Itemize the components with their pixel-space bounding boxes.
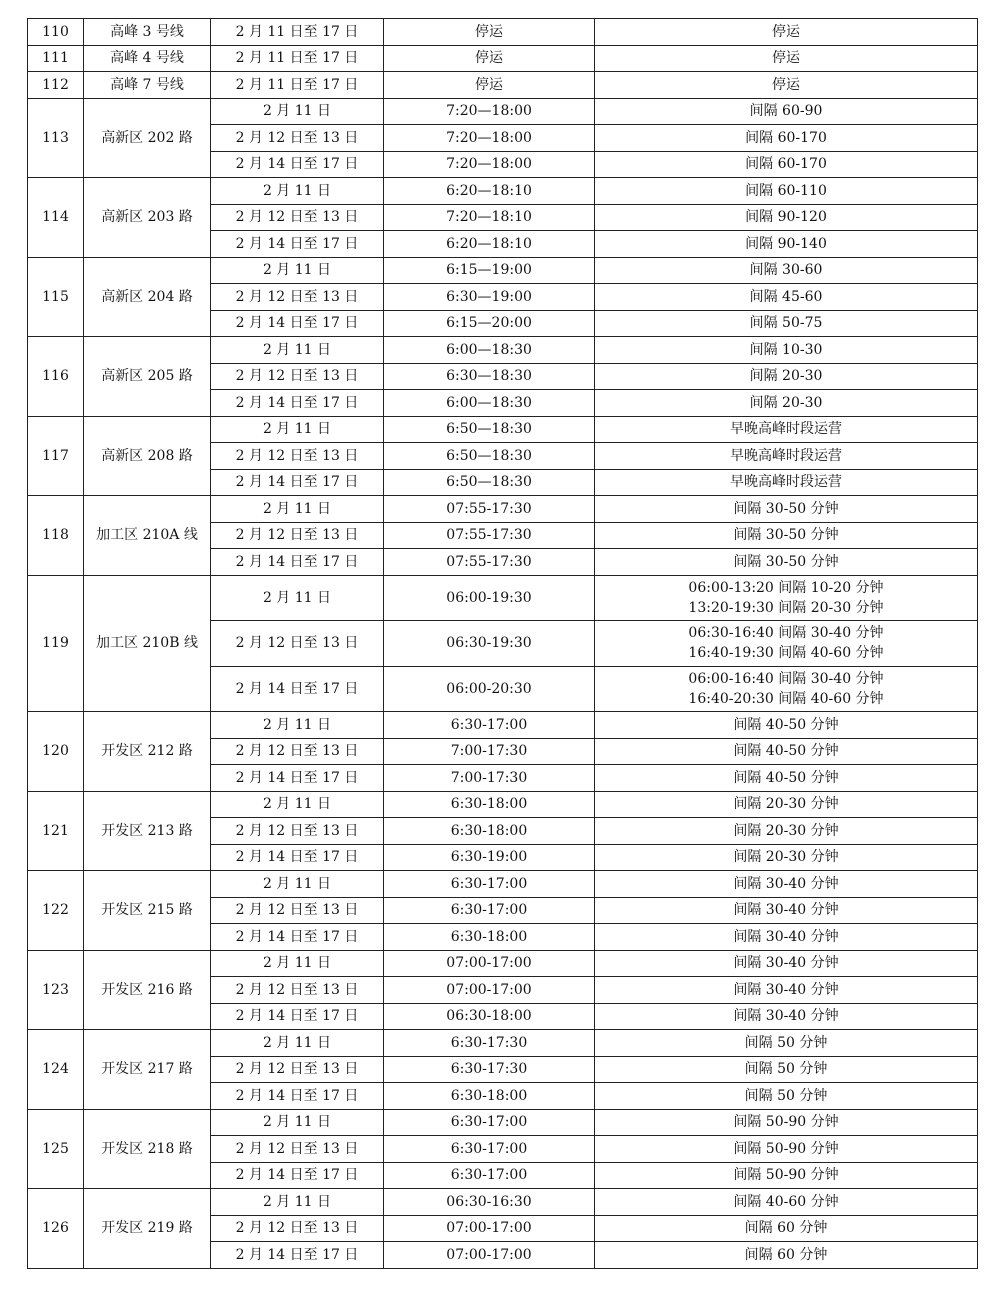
route-number-cell: 113 <box>28 98 84 178</box>
date-range-cell: 2 月 12 日至 13 日 <box>211 1056 384 1083</box>
interval-cell <box>595 151 978 178</box>
interval-line: 间隔 90-140 <box>745 235 827 252</box>
date-range-cell: 2 月 14 日至 17 日 <box>211 390 384 417</box>
interval-cell <box>595 897 978 924</box>
route-name-cell: 开发区 212 路 <box>84 712 211 792</box>
service-hours-cell: 6:30-17:00 <box>384 712 595 739</box>
interval-cell <box>595 469 978 496</box>
interval-line: 停运 <box>772 50 800 67</box>
date-range-cell: 2 月 11 日 <box>211 496 384 523</box>
interval-cell <box>595 950 978 977</box>
interval-line: 间隔 50-90 分钟 <box>733 1114 839 1131</box>
interval-line: 间隔 30-60 <box>749 262 823 279</box>
date-range-cell: 2 月 11 日 <box>211 791 384 818</box>
service-hours-cell: 06:30-18:00 <box>384 1003 595 1030</box>
interval-cell <box>595 977 978 1004</box>
route-number-cell: 118 <box>28 496 84 576</box>
interval-cell <box>595 818 978 845</box>
date-range-cell: 2 月 12 日至 13 日 <box>211 621 384 667</box>
date-range-cell: 2 月 14 日至 17 日 <box>211 1003 384 1030</box>
service-hours-cell: 7:20—18:10 <box>384 204 595 231</box>
service-hours-cell: 6:50—18:30 <box>384 416 595 443</box>
date-range-cell: 2 月 12 日至 13 日 <box>211 284 384 311</box>
route-number-cell: 112 <box>28 72 84 99</box>
interval-cell <box>595 337 978 364</box>
date-range-cell: 2 月 11 日 <box>211 950 384 977</box>
interval-cell <box>595 871 978 898</box>
route-number-cell: 116 <box>28 337 84 417</box>
service-hours-cell: 6:00—18:30 <box>384 390 595 417</box>
date-range-cell: 2 月 11 日 <box>211 337 384 364</box>
interval-line: 间隔 10-30 <box>749 341 823 358</box>
interval-line: 16:40-19:30 间隔 40-60 分钟 <box>688 645 884 662</box>
table-row <box>28 45 978 72</box>
date-range-cell: 2 月 12 日至 13 日 <box>211 1215 384 1242</box>
interval-cell <box>595 1215 978 1242</box>
interval-cell <box>595 1242 978 1269</box>
service-hours-cell: 停运 <box>384 45 595 72</box>
service-hours-cell: 6:30-17:00 <box>384 1162 595 1189</box>
route-name-cell: 开发区 217 路 <box>84 1030 211 1110</box>
interval-line: 间隔 60 分钟 <box>744 1246 828 1263</box>
interval-line: 间隔 50 分钟 <box>744 1061 828 1078</box>
interval-line: 间隔 30-40 分钟 <box>733 928 839 945</box>
bus-schedule-table <box>27 18 978 1269</box>
service-hours-cell: 7:20—18:00 <box>384 151 595 178</box>
interval-line: 间隔 50 分钟 <box>744 1087 828 1104</box>
service-hours-cell: 07:55-17:30 <box>384 496 595 523</box>
date-range-cell: 2 月 12 日至 13 日 <box>211 1136 384 1163</box>
interval-line: 间隔 30-40 分钟 <box>733 1008 839 1025</box>
service-hours-cell: 6:30-17:00 <box>384 871 595 898</box>
route-name-cell: 开发区 216 路 <box>84 950 211 1030</box>
route-number-cell: 120 <box>28 712 84 792</box>
route-number-cell: 125 <box>28 1109 84 1189</box>
interval-line: 间隔 30-40 分钟 <box>733 981 839 998</box>
service-hours-cell: 6:00—18:30 <box>384 337 595 364</box>
interval-line: 间隔 60-170 <box>745 156 827 173</box>
interval-cell <box>595 1030 978 1057</box>
date-range-cell: 2 月 12 日至 13 日 <box>211 125 384 152</box>
service-hours-cell: 6:30-17:00 <box>384 1136 595 1163</box>
route-name-cell: 高新区 203 路 <box>84 178 211 258</box>
route-number-cell: 121 <box>28 791 84 871</box>
table-row <box>28 791 978 818</box>
service-hours-cell: 06:00-19:30 <box>384 575 595 621</box>
interval-line: 间隔 40-60 分钟 <box>733 1193 839 1210</box>
interval-cell <box>595 1083 978 1110</box>
service-hours-cell: 7:20—18:00 <box>384 98 595 125</box>
table-row <box>28 1109 978 1136</box>
date-range-cell: 2 月 11 日 <box>211 416 384 443</box>
service-hours-cell: 6:30-19:00 <box>384 844 595 871</box>
service-hours-cell: 6:50—18:30 <box>384 469 595 496</box>
route-name-cell: 高新区 205 路 <box>84 337 211 417</box>
date-range-cell: 2 月 14 日至 17 日 <box>211 1242 384 1269</box>
interval-cell <box>595 72 978 99</box>
interval-cell <box>595 1162 978 1189</box>
date-range-cell: 2 月 11 日 <box>211 712 384 739</box>
interval-line: 间隔 50-90 分钟 <box>733 1140 839 1157</box>
route-number-cell: 126 <box>28 1189 84 1269</box>
interval-line: 间隔 60 分钟 <box>744 1220 828 1237</box>
interval-cell <box>595 390 978 417</box>
interval-line: 06:30-16:40 间隔 30-40 分钟 <box>688 625 884 642</box>
interval-cell <box>595 1056 978 1083</box>
date-range-cell: 2 月 14 日至 17 日 <box>211 310 384 337</box>
interval-line: 间隔 50-90 分钟 <box>733 1167 839 1184</box>
route-name-cell: 高峰 3 号线 <box>84 19 211 46</box>
interval-line: 间隔 30-40 分钟 <box>733 875 839 892</box>
date-range-cell: 2 月 12 日至 13 日 <box>211 897 384 924</box>
date-range-cell: 2 月 14 日至 17 日 <box>211 469 384 496</box>
interval-line: 间隔 30-40 分钟 <box>733 902 839 919</box>
interval-cell <box>595 310 978 337</box>
date-range-cell: 2 月 11 日 <box>211 98 384 125</box>
interval-cell <box>595 125 978 152</box>
table-row <box>28 98 978 125</box>
route-name-cell: 开发区 215 路 <box>84 871 211 951</box>
service-hours-cell: 06:30-19:30 <box>384 621 595 667</box>
interval-cell <box>595 712 978 739</box>
date-range-cell: 2 月 12 日至 13 日 <box>211 738 384 765</box>
interval-line: 间隔 20-30 分钟 <box>733 796 839 813</box>
route-number-cell: 122 <box>28 871 84 951</box>
interval-cell <box>595 45 978 72</box>
service-hours-cell: 06:00-20:30 <box>384 666 595 712</box>
date-range-cell: 2 月 11 日 <box>211 1109 384 1136</box>
interval-cell <box>595 257 978 284</box>
route-number-cell: 115 <box>28 257 84 337</box>
table-row <box>28 1189 978 1216</box>
interval-line: 停运 <box>772 76 800 93</box>
date-range-cell: 2 月 12 日至 13 日 <box>211 977 384 1004</box>
interval-line: 早晚高峰时段运营 <box>730 474 842 491</box>
interval-cell <box>595 549 978 576</box>
table-row <box>28 950 978 977</box>
interval-cell <box>595 1109 978 1136</box>
service-hours-cell: 6:30—18:30 <box>384 363 595 390</box>
interval-cell <box>595 791 978 818</box>
route-number-cell: 117 <box>28 416 84 496</box>
table-row <box>28 72 978 99</box>
route-number-cell: 124 <box>28 1030 84 1110</box>
service-hours-cell: 6:30-18:00 <box>384 791 595 818</box>
interval-cell <box>595 496 978 523</box>
interval-line: 间隔 30-50 分钟 <box>733 500 839 517</box>
date-range-cell: 2 月 11 日 <box>211 575 384 621</box>
route-name-cell: 高新区 208 路 <box>84 416 211 496</box>
date-range-cell: 2 月 11 日 <box>211 178 384 205</box>
interval-cell <box>595 738 978 765</box>
service-hours-cell: 07:00-17:00 <box>384 977 595 1004</box>
interval-line: 间隔 50-75 <box>749 315 823 332</box>
service-hours-cell: 07:00-17:00 <box>384 950 595 977</box>
service-hours-cell: 7:00-17:30 <box>384 738 595 765</box>
table-row <box>28 416 978 443</box>
date-range-cell: 2 月 14 日至 17 日 <box>211 844 384 871</box>
interval-cell <box>595 363 978 390</box>
route-name-cell: 高新区 204 路 <box>84 257 211 337</box>
date-range-cell: 2 月 14 日至 17 日 <box>211 1162 384 1189</box>
date-range-cell: 2 月 14 日至 17 日 <box>211 549 384 576</box>
interval-line: 间隔 50 分钟 <box>744 1034 828 1051</box>
route-name-cell: 高峰 7 号线 <box>84 72 211 99</box>
interval-cell <box>595 98 978 125</box>
interval-cell <box>595 575 978 621</box>
service-hours-cell: 6:30-18:00 <box>384 818 595 845</box>
service-hours-cell: 6:30-18:00 <box>384 1083 595 1110</box>
interval-cell <box>595 1136 978 1163</box>
route-name-cell: 高峰 4 号线 <box>84 45 211 72</box>
service-hours-cell: 停运 <box>384 19 595 46</box>
table-row <box>28 871 978 898</box>
interval-cell <box>595 231 978 258</box>
interval-line: 间隔 20-30 分钟 <box>733 849 839 866</box>
date-range-cell: 2 月 11 日 <box>211 1189 384 1216</box>
interval-line: 间隔 20-30 分钟 <box>733 822 839 839</box>
service-hours-cell: 6:20—18:10 <box>384 178 595 205</box>
table-row <box>28 496 978 523</box>
route-number-cell: 119 <box>28 575 84 712</box>
interval-cell <box>595 284 978 311</box>
date-range-cell: 2 月 12 日至 13 日 <box>211 363 384 390</box>
service-hours-cell: 6:30-17:30 <box>384 1056 595 1083</box>
interval-line: 间隔 60-170 <box>745 129 827 146</box>
route-number-cell: 111 <box>28 45 84 72</box>
route-number-cell: 114 <box>28 178 84 258</box>
route-name-cell: 开发区 219 路 <box>84 1189 211 1269</box>
interval-cell <box>595 1003 978 1030</box>
route-name-cell: 开发区 218 路 <box>84 1109 211 1189</box>
interval-line: 间隔 40-50 分钟 <box>733 769 839 786</box>
interval-line: 间隔 20-30 <box>749 368 823 385</box>
interval-line: 间隔 60-90 <box>749 103 823 120</box>
interval-cell <box>595 178 978 205</box>
table-row <box>28 1030 978 1057</box>
interval-cell <box>595 844 978 871</box>
service-hours-cell: 07:00-17:00 <box>384 1242 595 1269</box>
date-range-cell: 2 月 11 日 <box>211 871 384 898</box>
interval-cell <box>595 666 978 712</box>
service-hours-cell: 7:00-17:30 <box>384 765 595 792</box>
date-range-cell: 2 月 14 日至 17 日 <box>211 231 384 258</box>
date-range-cell: 2 月 11 日至 17 日 <box>211 72 384 99</box>
interval-line: 间隔 30-50 分钟 <box>733 553 839 570</box>
date-range-cell: 2 月 14 日至 17 日 <box>211 765 384 792</box>
route-name-cell: 开发区 213 路 <box>84 791 211 871</box>
interval-cell <box>595 765 978 792</box>
service-hours-cell: 6:30-17:00 <box>384 897 595 924</box>
interval-line: 间隔 40-50 分钟 <box>733 716 839 733</box>
interval-line: 间隔 30-50 分钟 <box>733 527 839 544</box>
interval-line: 间隔 30-40 分钟 <box>733 955 839 972</box>
route-name-cell: 加工区 210B 线 <box>84 575 211 712</box>
interval-cell <box>595 522 978 549</box>
date-range-cell: 2 月 12 日至 13 日 <box>211 818 384 845</box>
table-row <box>28 337 978 364</box>
interval-cell <box>595 443 978 470</box>
service-hours-cell: 07:00-17:00 <box>384 1215 595 1242</box>
service-hours-cell: 6:30—19:00 <box>384 284 595 311</box>
interval-line: 停运 <box>772 23 800 40</box>
interval-cell <box>595 19 978 46</box>
service-hours-cell: 7:20—18:00 <box>384 125 595 152</box>
interval-cell <box>595 416 978 443</box>
table-row <box>28 712 978 739</box>
date-range-cell: 2 月 12 日至 13 日 <box>211 204 384 231</box>
route-number-cell: 123 <box>28 950 84 1030</box>
route-name-cell: 加工区 210A 线 <box>84 496 211 576</box>
service-hours-cell: 6:30-18:00 <box>384 924 595 951</box>
interval-line: 早晚高峰时段运营 <box>730 447 842 464</box>
date-range-cell: 2 月 14 日至 17 日 <box>211 1083 384 1110</box>
interval-cell <box>595 924 978 951</box>
interval-line: 06:00-13:20 间隔 10-20 分钟 <box>688 579 884 596</box>
interval-line: 13:20-19:30 间隔 20-30 分钟 <box>688 599 884 616</box>
table-row <box>28 19 978 46</box>
interval-cell <box>595 621 978 667</box>
table-row <box>28 178 978 205</box>
service-hours-cell: 6:20—18:10 <box>384 231 595 258</box>
interval-line: 间隔 40-50 分钟 <box>733 743 839 760</box>
service-hours-cell: 07:55-17:30 <box>384 522 595 549</box>
date-range-cell: 2 月 12 日至 13 日 <box>211 522 384 549</box>
route-number-cell: 110 <box>28 19 84 46</box>
interval-line: 间隔 90-120 <box>745 209 827 226</box>
interval-line: 间隔 45-60 <box>749 288 823 305</box>
service-hours-cell: 6:15—19:00 <box>384 257 595 284</box>
interval-line: 间隔 20-30 <box>749 394 823 411</box>
table-row <box>28 575 978 621</box>
date-range-cell: 2 月 11 日 <box>211 257 384 284</box>
interval-line: 间隔 60-110 <box>745 182 827 199</box>
date-range-cell: 2 月 11 日 <box>211 1030 384 1057</box>
route-name-cell: 高新区 202 路 <box>84 98 211 178</box>
service-hours-cell: 6:50—18:30 <box>384 443 595 470</box>
date-range-cell: 2 月 11 日至 17 日 <box>211 45 384 72</box>
service-hours-cell: 停运 <box>384 72 595 99</box>
service-hours-cell: 07:55-17:30 <box>384 549 595 576</box>
date-range-cell: 2 月 14 日至 17 日 <box>211 666 384 712</box>
interval-line: 06:00-16:40 间隔 30-40 分钟 <box>688 670 884 687</box>
date-range-cell: 2 月 14 日至 17 日 <box>211 924 384 951</box>
interval-line: 早晚高峰时段运营 <box>730 421 842 438</box>
service-hours-cell: 6:30-17:00 <box>384 1109 595 1136</box>
service-hours-cell: 06:30-16:30 <box>384 1189 595 1216</box>
interval-cell <box>595 204 978 231</box>
date-range-cell: 2 月 12 日至 13 日 <box>211 443 384 470</box>
date-range-cell: 2 月 11 日至 17 日 <box>211 19 384 46</box>
schedule-body <box>28 19 978 1269</box>
interval-line: 16:40-20:30 间隔 40-60 分钟 <box>688 690 884 707</box>
date-range-cell: 2 月 14 日至 17 日 <box>211 151 384 178</box>
interval-cell <box>595 1189 978 1216</box>
table-row <box>28 257 978 284</box>
service-hours-cell: 6:15—20:00 <box>384 310 595 337</box>
service-hours-cell: 6:30-17:30 <box>384 1030 595 1057</box>
